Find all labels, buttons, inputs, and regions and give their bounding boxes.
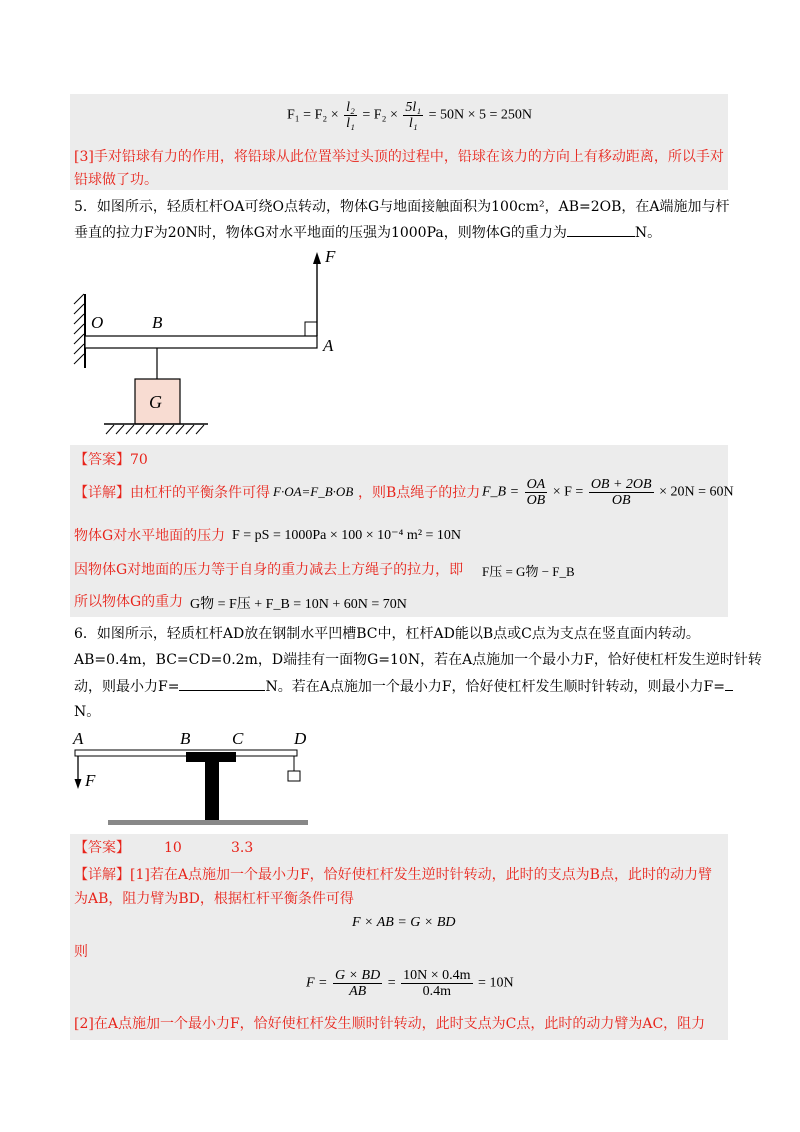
label-g: G (149, 392, 162, 412)
equation-net-force: F压 = G物 − F_B (482, 564, 575, 579)
hanging-object (288, 771, 300, 781)
label-o: O (91, 313, 104, 332)
question-5-text: 5．如图所示，轻质杠杆OA可绕O点转动，物体G与地面接触面积为100cm²，AB=2OB，在A端施加与杆 (74, 199, 730, 215)
detail-text: ，则B点绳子的拉力 (358, 485, 481, 501)
lever-bar (85, 336, 317, 348)
detail-line-1: 【详解】[1]若在A点施加一个最小力F，恰好使杠杆发生逆时针转动，此时的支点为B点，此时的动力臂 (74, 867, 712, 883)
detail-line-1: 【详解】由杠杆的平衡条件可得 (74, 485, 270, 501)
explanation-text: [3]手对铅球有力的作用，将铅球从此位置举过头顶的过程中，铅球在该力的方向上有移动距离，所以手对 (74, 149, 724, 165)
detail-line-3: [2]在A点施加一个最小力F，恰好使杠杆发生顺时针转动，此时支点为C点，此时的动力臂为AC，阻力 (74, 1016, 706, 1032)
explanation-text: 铅球做了功。 (74, 172, 158, 188)
answer-blank (179, 676, 265, 691)
answer-blank (725, 676, 733, 691)
detail-line-4: 所以物体G的重力 (74, 594, 184, 610)
question-6-text: 6．如图所示，轻质杠杆AD放在钢制水平凹槽BC中，杠杆AD能以B点或C点为支点在竖直面内转动。 (74, 626, 700, 642)
question-6-text: N。 (74, 704, 101, 720)
label-f: F (325, 248, 336, 266)
label-b: B (180, 729, 191, 748)
answer-value: 70 (130, 452, 148, 468)
detail-line-2: 为AB，阻力臂为BD，根据杠杆平衡条件可得 (74, 891, 354, 907)
detail-line-2: 物体G对水平地面的压力 (74, 528, 226, 544)
equation-fb: F_B = $\frac{OA}{OB}$ × F = $\frac{OB + 2OB}{OB}$ × 20N = 60N (482, 477, 734, 508)
label-a: A (73, 729, 84, 748)
stand (205, 762, 219, 820)
detail-line-3: 因物体G对地面的压力等于自身的重力减去上方绳子的拉力，即 (74, 562, 464, 578)
ground (108, 820, 308, 825)
equation-f1: F₁ = F₂ × $\frac{\text{l₂}}{\text{l₁}}$ = F₂ × $\frac{\text{5l₁}}{\text{l₁}}$ = 50N × 5 = 250N (287, 100, 533, 131)
detail-then: 则 (74, 944, 88, 960)
lever-diagram-q6 (70, 725, 330, 827)
label-d: D (294, 729, 307, 748)
answer-line: 【答案】 (74, 840, 130, 856)
label-b: B (152, 313, 163, 332)
groove-top (186, 752, 236, 762)
question-5-text: 垂直的拉力F为20N时，物体G对水平地面的压强为1000Pa，则物体G的重力为 N。 (74, 222, 661, 243)
label-c: C (232, 729, 244, 748)
equation-weight: G物 = F压 + F_B = 10N + 60N = 70N (190, 597, 407, 612)
answer-blank (567, 222, 635, 237)
answer-value-2: 3.3 (231, 840, 254, 856)
label-a: A (323, 336, 334, 355)
equation-result: F = $\frac{G \times BD}{AB}$ = $\frac{10N \times 0.4m}{0.4m}$ = 10N (306, 968, 514, 999)
question-6-text: AB=0.4m，BC=CD=0.2m，D端挂有一面物G=10N，若在A点施加一个最小力F，恰好使杠杆发生逆时针转 (74, 652, 762, 668)
equation-balance: F·OA=F_B·OB (273, 484, 354, 499)
question-6-text: 动，则最小力F= N。若在A点施加一个最小力F，恰好使杠杆发生顺时针转动，则最小力F= (74, 676, 733, 697)
answer-value-1: 10 (164, 840, 182, 856)
lever-diagram-q5 (70, 248, 350, 444)
equation-pressure: F = pS = 1000Pa × 100 × 10⁻⁴ m² = 10N (232, 528, 462, 543)
label-f: F (85, 771, 96, 790)
equation-balance: F × AB = G × BD (352, 915, 456, 930)
answer-line: 【答案】70 (74, 452, 148, 468)
